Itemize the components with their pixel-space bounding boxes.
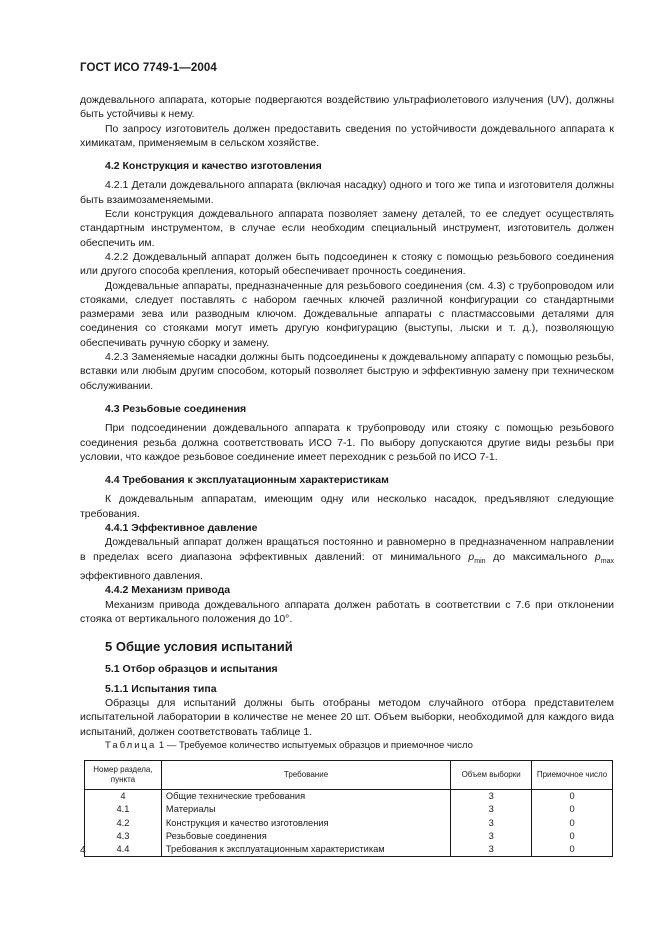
paragraph: дождевального аппарата, которые подвергаются воздействию ультрафиолетового излучения (UV), должны быть устойчивы к нему. [80, 94, 614, 121]
paragraph: 4.2.1 Детали дождевального аппарата (включая насадку) одного и того же типа и изготовителя должны быть взаимозаменяемыми. [80, 179, 614, 206]
table-cell: 3 [451, 843, 532, 857]
table-header-cell: Требование [161, 761, 450, 790]
table-header-cell: Объем выборки [451, 761, 532, 790]
table-caption-text: 1 — Требуемое количество испытуемых образцов и приемочное число [158, 739, 473, 751]
table-cell: 4.4 [85, 843, 162, 857]
section-heading: 5.1 Отбор образцов и испытания [105, 663, 278, 676]
symbol-p: p [594, 550, 601, 563]
text-fragment: эффективного давления. [80, 570, 203, 582]
symbol-p: p [468, 550, 475, 563]
subsection-heading: 5.1.1 Испытания типа [105, 682, 217, 695]
table-cell: 0 [532, 817, 613, 830]
table-row [85, 830, 613, 843]
table-cell: Резьбовые соединения [161, 830, 450, 843]
text-fragment: до максимального [493, 550, 588, 563]
table-cell: 4.2 [85, 817, 162, 830]
section-heading: 4.2 Конструкция и качество изготовления [105, 160, 322, 173]
table-cell: 3 [451, 803, 532, 816]
table-cell: 0 [532, 790, 613, 804]
table-cell: Материалы [161, 803, 450, 816]
pmax-symbol [595, 551, 614, 563]
paragraph: Образцы для испытаний должны быть отобраны методом случайного отбора представителем испытательной лаборатории в количестве не менее 20 шт. Объем выборки, необходимой для каждого вида испытаний, должен соответствовать таблице 1. [80, 697, 614, 738]
table-row [85, 817, 613, 830]
pmin-symbol [468, 551, 485, 563]
table-cell: 0 [532, 843, 613, 857]
table-caption-label: Таблица [105, 739, 157, 751]
symbol-subscript: min [474, 557, 486, 565]
chapter-heading: 5 Общие условия испытаний [105, 639, 293, 655]
paragraph: 4.2.2 Дождевальный аппарат должен быть подсоединен к стояку с помощью резьбового соединения или другого способа крепления, который обеспечивает прочность соединения. [80, 250, 614, 278]
table-cell: 4 [85, 790, 162, 804]
table-cell: 3 [451, 817, 532, 830]
paragraph: Дождевальные аппараты, предназначенные для резьбового соединения (см. 4.3) с трубопроводом или стояками, следует поставлять с набором гаечных ключей различной конфигурации со стандартными размерами зева или разводным ключом. Дождевальные аппараты с пластмассовыми деталями для соединения со стояками могут иметь другую конфигурацию (выступы, лыски и т. д.), позволяющую обеспечивать ручную сборку и замену. [80, 279, 614, 349]
paragraph: Механизм привода дождевального аппарата должен работать в соответствии с 7.6 при отклонении стояка от вертикального положения до 10°. [80, 598, 614, 625]
paragraph [80, 535, 614, 583]
table-row [85, 790, 613, 804]
table-cell: 3 [451, 830, 532, 843]
paragraph: 4.2.3 Заменяемые насадки должны быть подсоединены к дождевальному аппарату с помощью резьбы, вставки или любым другим способом, который позволяет быструю и эффективную замену при техническом обслуживании. [80, 351, 614, 392]
table-header-cell: Приемочное число [532, 761, 613, 790]
table-cell: 0 [532, 830, 613, 843]
table-caption [80, 739, 614, 753]
subsection-heading: 4.4.1 Эффективное давление [105, 522, 258, 535]
page-content [80, 93, 614, 857]
table-header-row [85, 761, 613, 790]
table-cell: 4.1 [85, 803, 162, 816]
text-fragment: Дождевальный аппарат должен вращаться постоянно и равномерно в предназначенном направлении в пределах всего диапазона эффективных давлений: от минимального [80, 536, 614, 563]
table-cell: Требования к эксплуатационным характеристикам [161, 843, 450, 857]
page-header: ГОСТ ИСО 7749-1—2004 [80, 62, 217, 74]
paragraph: Если конструкция дождевального аппарата позволяет замену деталей, то ее следует осуществлять стандартным инструментом, в случае если необходим специальный инструмент, изготовитель должен обеспечить им. [80, 208, 614, 249]
paragraph: При подсоединении дождевального аппарата к трубопроводу или стояку с помощью резьбового соединения резьба должна соответствовать ИСО 7-1. По выбору допускаются другие виды резьбы при условии, что каждое резьбовое соединение имеет переходник с резьбой по ИСО 7-1. [80, 422, 614, 463]
table-cell: 4.3 [85, 830, 162, 843]
symbol-subscript: max [600, 557, 614, 565]
table-row [85, 803, 613, 816]
paragraph: По запросу изготовитель должен предоставить сведения по устойчивости дождевального аппарата к химикатам, применяемым в сельском хозяйстве. [80, 122, 614, 149]
section-heading: 4.4 Требования к эксплуатационным характеристикам [105, 474, 389, 487]
paragraph: К дождевальным аппаратам, имеющим одну или несколько насадок, предъявляют следующие требования. [80, 493, 614, 520]
page-number: 4 [80, 844, 86, 856]
table-cell: 3 [451, 790, 532, 804]
section-heading: 4.3 Резьбовые соединения [105, 402, 247, 415]
table-row [85, 843, 613, 857]
table-cell: Конструкция и качество изготовления [161, 817, 450, 830]
table-cell: Общие технические требования [161, 790, 450, 804]
requirements-table [84, 760, 613, 857]
subsection-heading: 4.4.2 Механизм привода [105, 584, 231, 597]
table-cell: 0 [532, 803, 613, 816]
table-header-cell: Номер раздела, пункта [85, 761, 162, 790]
